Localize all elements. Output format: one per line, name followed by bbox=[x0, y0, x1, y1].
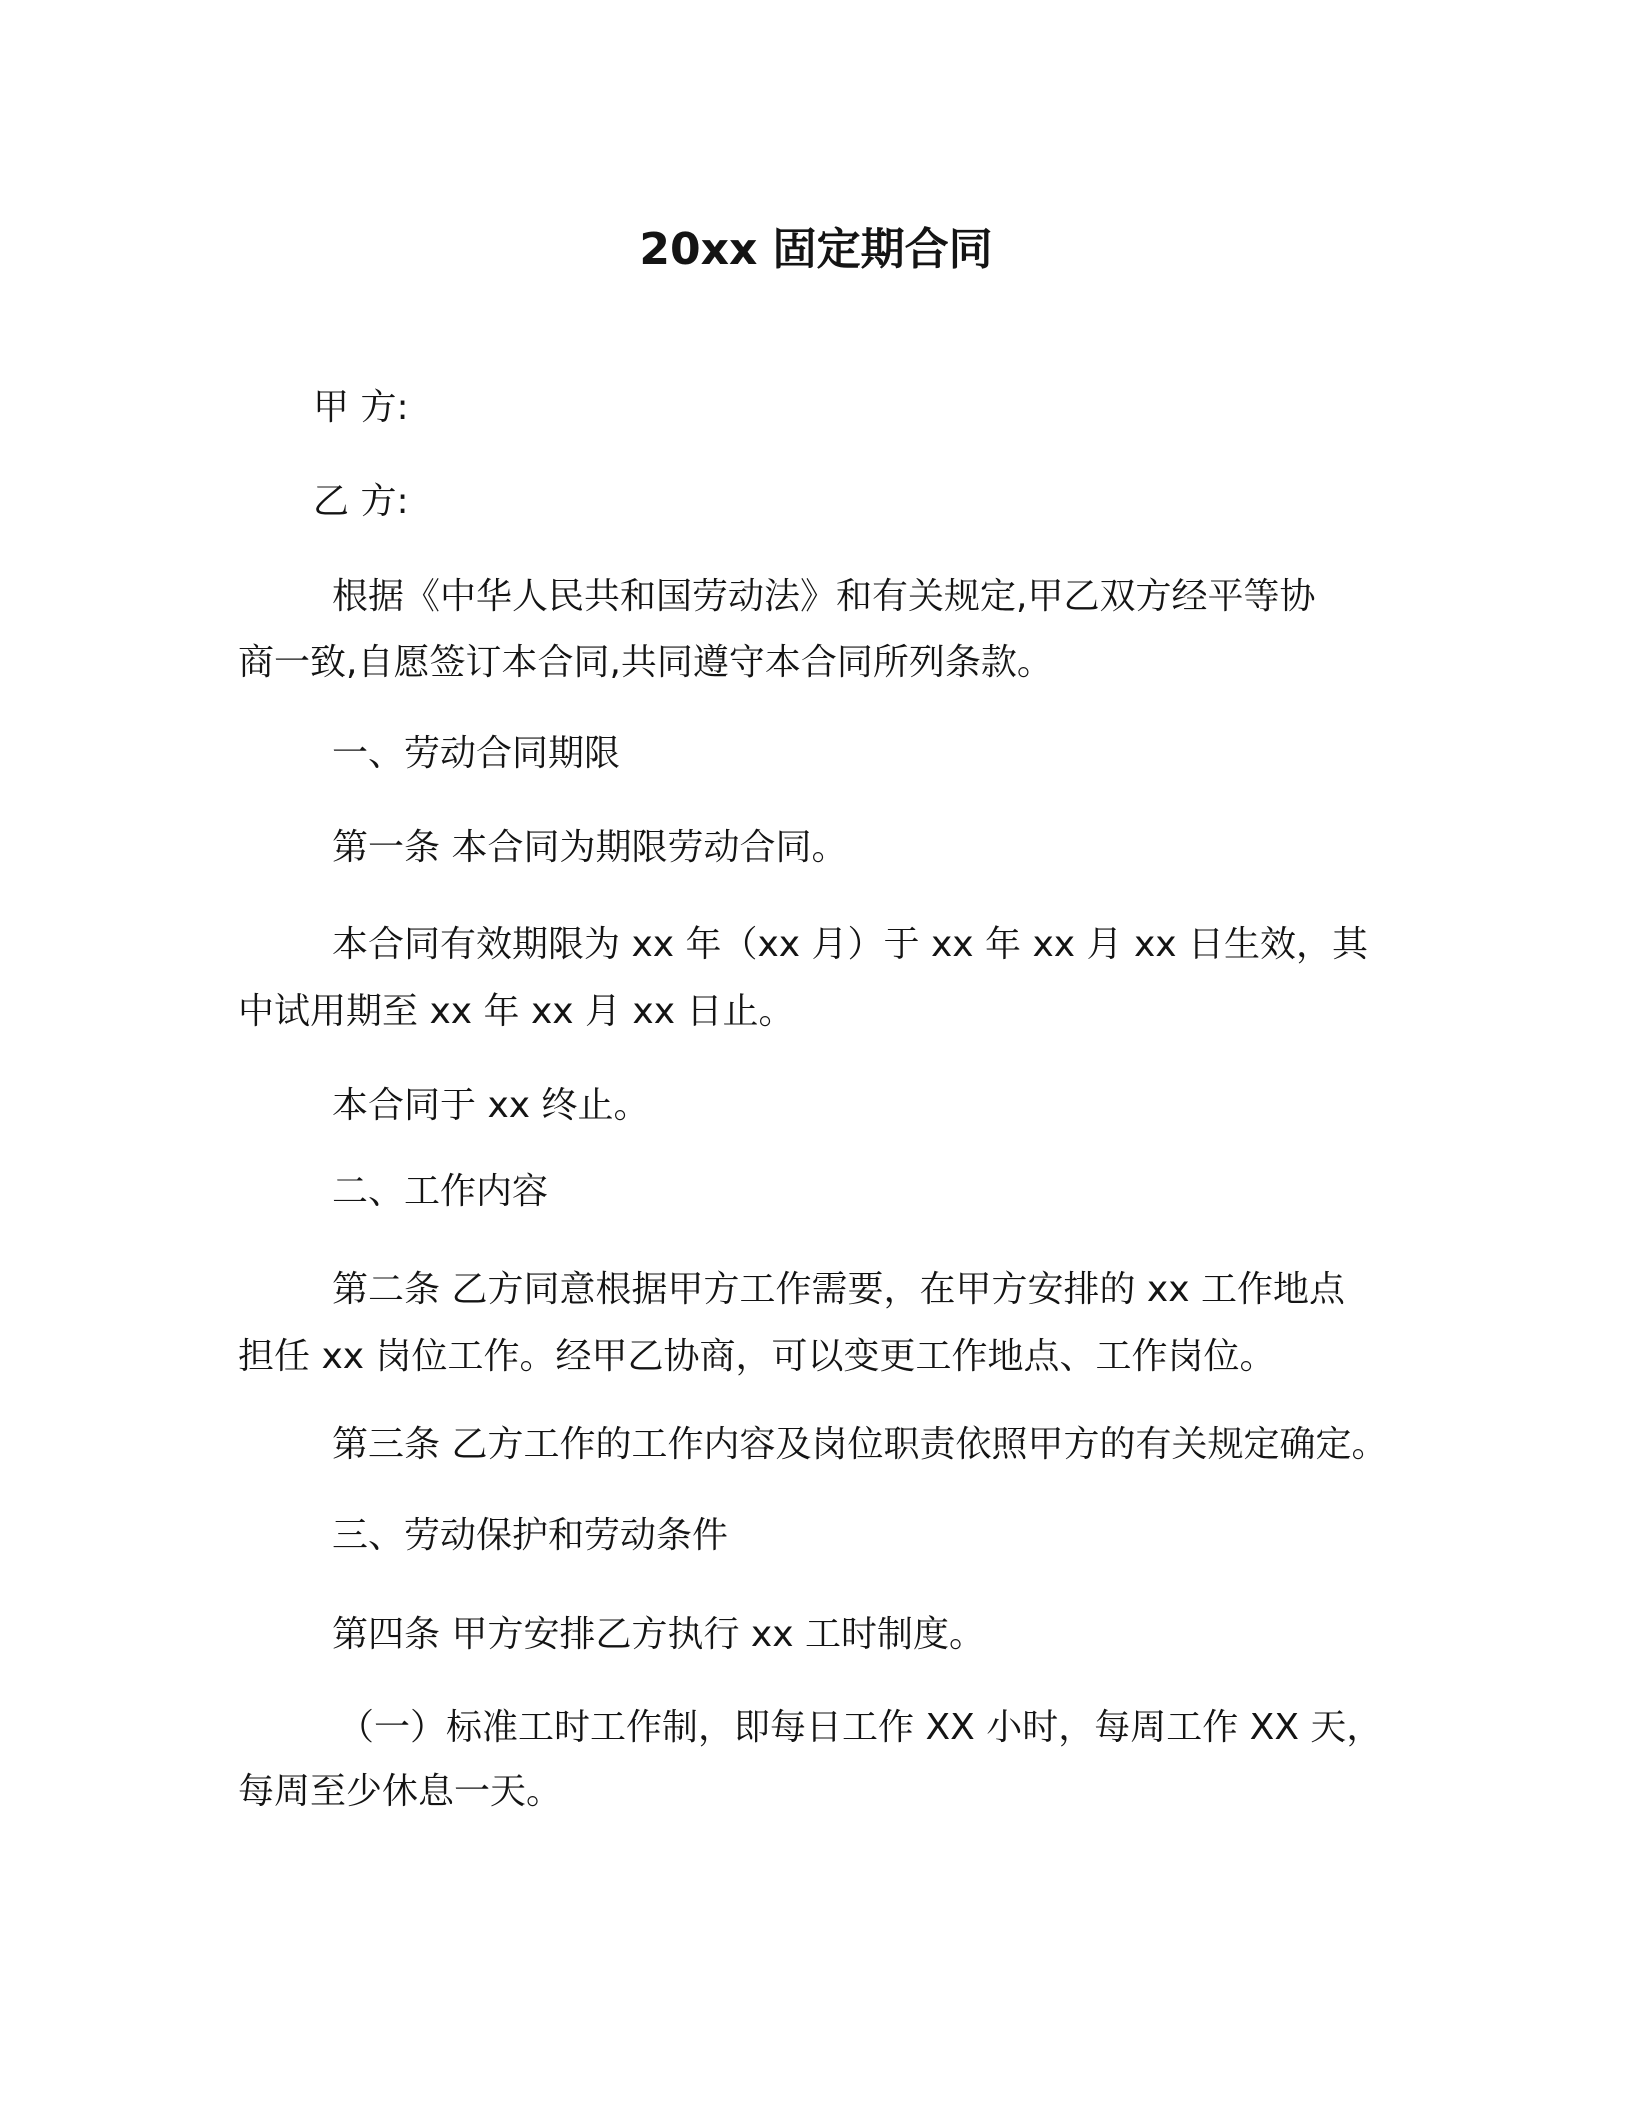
article-4: 第四条 甲方安排乙方执行 xx 工时制度。 bbox=[332, 1614, 985, 1655]
item-1-line-2: 每周至少休息一天。 bbox=[238, 1771, 563, 1812]
termination-clause: 本合同于 xx 终止。 bbox=[332, 1085, 650, 1126]
party-b-label: 乙 方: bbox=[313, 481, 409, 522]
item-1-line-1: （一）标准工时工作制，即每日工作 XX 小时，每周工作 XX 天， bbox=[338, 1707, 1383, 1748]
preamble-line-2: 商一致,自愿签订本合同,共同遵守本合同所列条款。 bbox=[238, 642, 1053, 683]
section-2-heading: 二、工作内容 bbox=[332, 1171, 549, 1212]
validity-line-2: 中试用期至 xx 年 xx 月 xx 日止。 bbox=[238, 991, 795, 1032]
document-title: 20xx 固定期合同 bbox=[639, 224, 993, 275]
party-a-label: 甲 方: bbox=[313, 387, 409, 428]
article-1: 第一条 本合同为期限劳动合同。 bbox=[332, 827, 848, 868]
article-2-line-2: 担任 xx 岗位工作。经甲乙协商，可以变更工作地点、工作岗位。 bbox=[238, 1336, 1276, 1377]
validity-line-1: 本合同有效期限为 xx 年（xx 月）于 xx 年 xx 月 xx 日生效，其 bbox=[332, 924, 1369, 965]
preamble-line-1: 根据《中华人民共和国劳动法》和有关规定,甲乙双方经平等协 bbox=[332, 576, 1316, 617]
article-3: 第三条 乙方工作的工作内容及岗位职责依照甲方的有关规定确定。 bbox=[332, 1424, 1388, 1465]
section-1-heading: 一、劳动合同期限 bbox=[332, 733, 621, 774]
article-2-line-1: 第二条 乙方同意根据甲方工作需要，在甲方安排的 xx 工作地点 bbox=[332, 1269, 1345, 1310]
section-3-heading: 三、劳动保护和劳动条件 bbox=[332, 1515, 729, 1556]
